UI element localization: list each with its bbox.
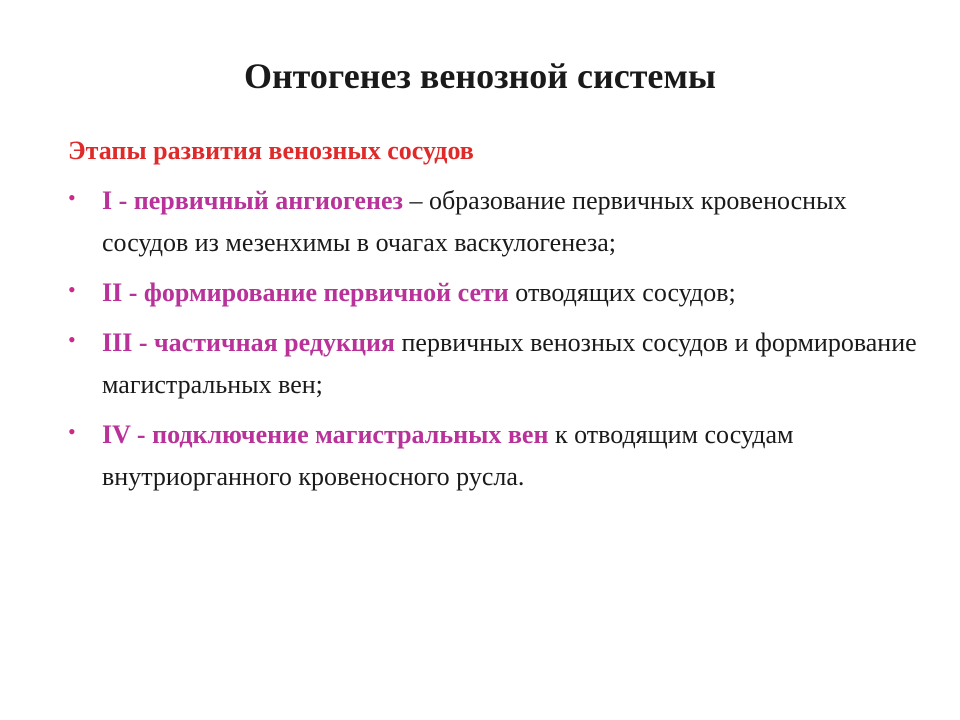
stage-lead: I - первичный ангиогенез bbox=[102, 186, 403, 215]
bullet-icon: • bbox=[68, 419, 76, 444]
list-item bbox=[68, 272, 918, 314]
stage-lead: II - формирование первичной сети bbox=[102, 278, 509, 307]
list-item bbox=[68, 414, 918, 498]
stage-lead: IV - подключение магистральных вен bbox=[102, 420, 549, 449]
list-item bbox=[68, 180, 918, 264]
stage-lead: III - частичная редукция bbox=[102, 328, 395, 357]
stage-description: первичных венозных сосудов и формирование магистральных вен; bbox=[102, 328, 917, 399]
stage-description: отводящих сосудов; bbox=[508, 278, 736, 307]
bullet-icon: • bbox=[68, 277, 76, 302]
stages-list bbox=[68, 180, 918, 506]
stage-description: – образование первичных кровеносных сосудов из мезенхимы в очагах васкулогенеза; bbox=[102, 186, 847, 257]
slide-title: Онтогенез венозной системы bbox=[243, 56, 717, 96]
list-item bbox=[68, 322, 918, 406]
stage-description: к отводящим сосудам внутриорганного кровеносного русла. bbox=[102, 420, 794, 491]
bullet-icon: • bbox=[68, 185, 76, 210]
section-heading: Этапы развития венозных сосудов bbox=[68, 136, 474, 165]
bullet-icon: • bbox=[68, 327, 76, 352]
